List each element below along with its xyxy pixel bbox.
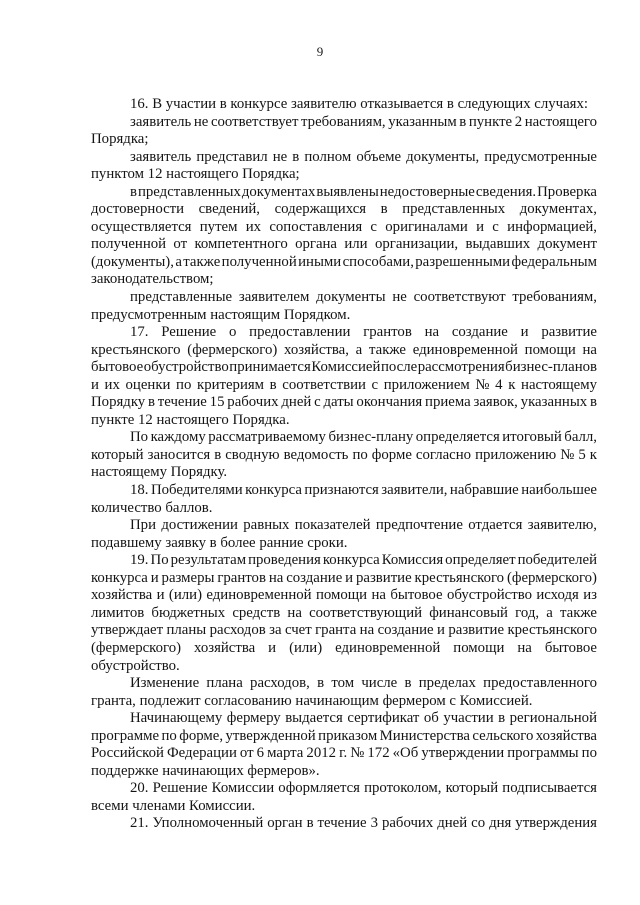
clause-16-case-4 — [91, 289, 597, 324]
page-number: 9 — [316, 44, 324, 59]
clause-18-tiebreak-paragraph — [91, 517, 597, 552]
text-line: осуществляется путем их сопоставления с оригиналами и с информацией, — [91, 218, 597, 235]
text-line: настоящему Порядку. — [91, 464, 228, 481]
clause-17-score-paragraph — [91, 429, 597, 482]
text-line: предусмотренным настоящим Порядком. — [91, 306, 351, 323]
document-body — [91, 96, 597, 833]
text-line: количество баллов. — [91, 499, 213, 516]
text-line: 21. Уполномоченный орган в течение 3 рабочих дней со дня утверждения — [130, 815, 597, 832]
clause-20 — [91, 780, 597, 815]
text-line: утверждает планы расходов за счет гранта на создание и развитие крестьянского — [91, 622, 597, 639]
clause-16-case-1 — [91, 114, 597, 149]
text-line: лимитов бюджетных средств на соответствующий финансовый год, а также — [91, 604, 597, 621]
clause-16-case-3 — [91, 184, 597, 289]
text-line: законодательством; — [91, 271, 214, 288]
text-line: полученной от компетентного органа или организации, выдавших документ — [91, 236, 597, 253]
text-line: Российской Федерации от 6 марта 2012 г. № 172 «Об утверждении программы по — [91, 745, 597, 762]
text-line: Изменение плана расходов, в том числе в пределах предоставленного — [130, 675, 597, 692]
text-line: поддержке начинающих фермеров». — [91, 762, 320, 779]
clause-19 — [91, 552, 597, 675]
text-line: крестьянского (фермерского) хозяйства, а также единовременной помощи на — [91, 341, 597, 358]
text-line: заявитель представил не в полном объеме документы, предусмотренные — [130, 148, 597, 165]
text-line: подавшему заявку в более ранние сроки. — [91, 534, 348, 551]
clause-16-intro — [91, 96, 597, 114]
text-line: 19. По результатам проведения конкурса Комиссия определяет победителей — [130, 552, 597, 569]
text-line: обустройство. — [91, 657, 180, 674]
clause-19-certificate-paragraph — [91, 710, 597, 780]
text-line: конкурса и размеры грантов на создание и развитие крестьянского (фермерского) — [91, 569, 597, 586]
text-line: 20. Решение Комиссии оформляется протоколом, который подписывается — [130, 780, 597, 797]
clause-16-case-2 — [91, 149, 597, 184]
text-line: заявитель не соответствует требованиям, указанным в пункте 2 настоящего — [130, 113, 597, 130]
clause-19-plan-change-paragraph — [91, 675, 597, 710]
text-line: Начинающему фермеру выдается сертификат об участии в региональной — [130, 710, 597, 727]
text-line: При достижении равных показателей предпочтение отдается заявителю, — [130, 517, 597, 534]
text-line: в представленных документах выявлены недостоверные сведения. Проверка — [130, 183, 597, 200]
text-line: (фермерского) хозяйства и (или) единовременной помощи на бытовое — [91, 639, 597, 656]
text-line: 16. В участии в конкурсе заявителю отказывается в следующих случаях: — [130, 96, 588, 112]
text-line: представленные заявителем документы не соответствуют требованиям, — [130, 289, 597, 306]
text-line: хозяйства и (или) единовременной помощи на бытовое обустройство исходя из — [91, 587, 597, 604]
text-line: пункте 12 настоящего Порядка. — [91, 411, 290, 428]
text-line: достоверности сведений, содержащихся в представленных документах, — [91, 201, 597, 218]
text-line: и их оценки по критериям в соответствии с приложением № 4 к настоящему — [91, 376, 597, 393]
clause-21 — [91, 815, 597, 833]
text-line: пунктом 12 настоящего Порядка; — [91, 166, 300, 183]
clause-18 — [91, 482, 597, 517]
text-line: 18. Победителями конкурса признаются заявители, набравшие наибольшее — [130, 482, 597, 499]
text-line: гранта, подлежит согласованию начинающим фермером с Комиссией. — [91, 692, 533, 709]
text-line: Порядку в течение 15 рабочих дней с даты окончания приема заявок, указанных в — [91, 394, 597, 411]
text-line: программе по форме, утвержденной приказом Министерства сельского хозяйства — [91, 727, 597, 744]
text-line: (документы), а также полученной иными способами, разрешенными федеральным — [91, 253, 597, 270]
text-line: По каждому рассматриваемому бизнес-плану определяется итоговый балл, — [130, 429, 597, 446]
text-line: Порядка; — [91, 131, 149, 148]
text-line: который заносится в сводную ведомость по форме согласно приложению № 5 к — [91, 446, 597, 463]
text-line: 17. Решение о предоставлении грантов на создание и развитие — [130, 324, 597, 341]
text-line: всеми членами Комиссии. — [91, 797, 256, 814]
text-line: бытовое обустройство принимается Комиссией после рассмотрения бизнес-планов — [91, 359, 597, 376]
clause-17 — [91, 324, 597, 429]
